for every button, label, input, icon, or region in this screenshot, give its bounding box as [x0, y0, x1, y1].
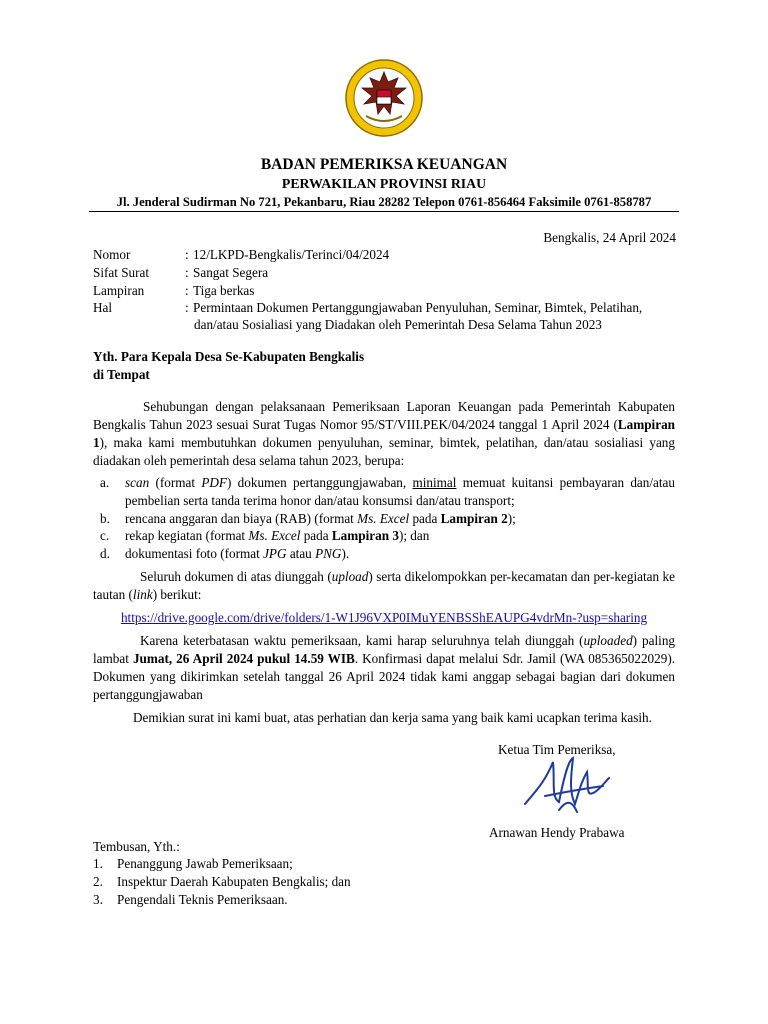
text-run-underline: minimal [412, 475, 457, 490]
signature-image [515, 752, 615, 824]
text-run: ), maka kami membutuhkan dokumen penyuluhan, seminar, bimtek, pelatihan, dan/atau sosialiasi yang diadakan oleh pemerintah desa selama tahun 2023, berupa: [93, 435, 675, 468]
list-marker: d. [100, 546, 110, 561]
meta-label: Hal [93, 300, 113, 315]
text-run: ) serta dikelompokkan per-kecamatan dan per-kegiatan ke tautan ( [93, 569, 675, 602]
list-item [125, 510, 675, 528]
cc-number: 2. [93, 874, 103, 889]
text-run: pada [409, 511, 441, 526]
text-run: Sehubungan dengan pelaksanaan Pemeriksaan Laporan Keuangan pada Pemerintah Kabupaten Bengkalis Tahun 2023 sesuai Surat Tugas Nomor 95/ST/VIII.PEK/04/2024 tanggal 1 April 2024 ( [93, 399, 675, 432]
meta-value: Sangat Segera [193, 265, 269, 280]
paragraph-deadline [93, 632, 675, 704]
letterhead-divider [89, 211, 679, 212]
text-run: rekap kegiatan (format [125, 528, 249, 543]
text-run: ) paling lambat [93, 633, 676, 666]
addressee-line1: Yth. Para Kepala Desa Se-Kabupaten Bengkalis [93, 349, 365, 364]
office-name: PERWAKILAN PROVINSI RIAU [281, 176, 487, 191]
text-run-bold: Jumat, 26 April 2024 pukul 14.59 WIB [132, 651, 355, 666]
text-run: dokumentasi foto (format [125, 546, 264, 561]
text-run: . Konfirmasi dapat melalui Sdr. Jamil (WA 085365022029). Dokumen yang dikirimkan setelah tanggal 26 April 2024 tidak kami anggap sebagai bagian dari dokumen pertanggungjawaban [93, 651, 676, 702]
drive-link-wrap [0, 609, 768, 627]
list-marker: a. [100, 475, 110, 490]
text-run: rencana anggaran dan biaya (RAB) (format [125, 511, 358, 526]
list-item [125, 527, 675, 545]
cc-item: Penanggung Jawab Pemeriksaan; [117, 856, 293, 871]
text-run: (format [149, 475, 202, 490]
paragraph-intro [93, 398, 675, 470]
text-run-italic: uploaded [583, 633, 633, 648]
text-run-bold: Lampiran 2 [440, 511, 508, 526]
paragraph-upload [93, 568, 675, 604]
text-run: ) berikut: [152, 587, 202, 602]
office-address: Jl. Jenderal Sudirman No 721, Pekanbaru, Riau 28282 Telepon 0761-856464 Faksimile 0761-858787 [116, 195, 652, 209]
letter-date: Bengkalis, 24 April 2024 [543, 230, 676, 245]
meta-value: Tiga berkas [193, 283, 255, 298]
cc-title: Tembusan, Yth.: [93, 839, 180, 854]
meta-colon: : [185, 247, 189, 262]
text-run: ); dan [398, 528, 430, 543]
list-item [125, 474, 675, 510]
text-run-italic: Ms. Excel [248, 528, 301, 543]
text-run-bold: Lampiran 3 [331, 528, 399, 543]
text-run-italic: PNG [315, 546, 342, 561]
text-run: atau [286, 546, 316, 561]
text-run: pada [300, 528, 332, 543]
text-run-italic: scan [125, 475, 150, 490]
addressee-line2: di Tempat [93, 367, 150, 382]
text-run-italic: link [132, 587, 153, 602]
list-marker: c. [100, 528, 110, 543]
text-run: ) dokumen pertanggungjawaban, [226, 475, 413, 490]
meta-value: Permintaan Dokumen Pertanggungjawaban Penyuluhan, Seminar, Bimtek, Pelatihan, [193, 300, 643, 315]
text-run-italic: PDF [201, 475, 227, 490]
list-marker: b. [100, 511, 110, 526]
cc-number: 3. [93, 892, 103, 907]
text-run-italic: upload [331, 569, 369, 584]
text-run: Karena keterbatasan waktu pemeriksaan, kami harap seluruhnya telah diunggah ( [140, 633, 584, 648]
cc-item: Pengendali Teknis Pemeriksaan. [117, 892, 288, 907]
list-item [125, 545, 675, 563]
signer-name: Arnawan Hendy Prabawa [489, 825, 625, 840]
meta-colon: : [185, 265, 189, 280]
text-run-italic: Ms. Excel [357, 511, 410, 526]
text-run: Seluruh dokumen di atas diunggah ( [140, 569, 332, 584]
text-run: ). [341, 546, 350, 561]
text-run-italic: JPG [263, 546, 287, 561]
paragraph-closing: Demikian surat ini kami buat, atas perhatian dan kerja sama yang baik kami ucapkan terima kasih. [133, 710, 652, 725]
meta-colon: : [185, 283, 189, 298]
text-run: ); [507, 511, 516, 526]
meta-label: Lampiran [93, 283, 145, 298]
meta-hal-cont: dan/atau Sosialiasi yang Diadakan oleh Pemerintah Desa Selama Tahun 2023 [194, 317, 602, 332]
text-run-bold: Lampiran 1 [93, 417, 675, 450]
cc-item: Inspektur Daerah Kabupaten Bengkalis; dan [117, 874, 351, 889]
meta-label: Sifat Surat [93, 265, 150, 280]
meta-colon: : [185, 300, 189, 315]
meta-value: 12/LKPD-Bengkalis/Terinci/04/2024 [193, 247, 390, 262]
cc-number: 1. [93, 856, 103, 871]
drive-link[interactable]: https://drive.google.com/drive/folders/1-W1J96VXP0IMuYENBSShEAUPG4vdrMn-?usp=sharing [120, 610, 648, 625]
org-name: BADAN PEMERIKSA KEUANGAN [260, 156, 508, 173]
text-run: memuat kuitansi pembayaran dan/atau pembelian serta tanda terima honor dan/atau konsumsi dan/atau transport; [125, 475, 676, 508]
meta-label: Nomor [93, 247, 131, 262]
signer-title: Ketua Tim Pemeriksa, [498, 742, 616, 757]
bpk-logo [344, 58, 424, 138]
